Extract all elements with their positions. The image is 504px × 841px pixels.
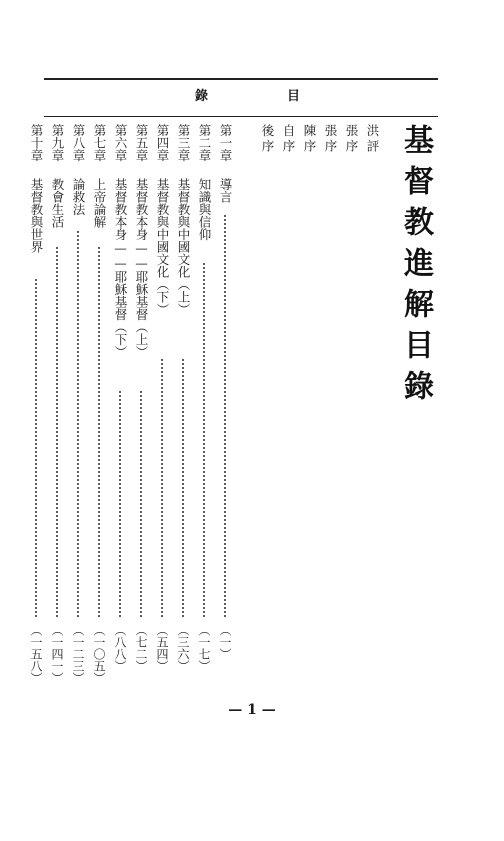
chapter-label: 第九章 — [50, 124, 65, 162]
leader-dots — [70, 230, 86, 618]
leader-dots — [196, 262, 212, 618]
toc-chapter[interactable] — [49, 124, 65, 704]
toc-chapter[interactable] — [28, 124, 44, 704]
front-matter-label: 陳序 — [302, 124, 317, 155]
page-number: — 1 — — [228, 702, 276, 718]
chapter-page: （三六） — [176, 624, 190, 672]
toc-chapter[interactable] — [175, 124, 191, 704]
leader-dots — [175, 358, 191, 618]
toc-chapter[interactable] — [217, 124, 233, 704]
front-matter-label: 洪評 — [365, 124, 380, 155]
leader-dots — [133, 390, 149, 618]
chapter-page: （一〇五） — [92, 624, 106, 684]
leader-dots — [154, 358, 170, 618]
front-matter-label: 張序 — [323, 124, 338, 155]
header-char-lu: 錄 — [195, 89, 209, 104]
chapter-title: 上帝論解 — [92, 178, 107, 228]
leader-dots — [91, 246, 107, 618]
chapter-page: （一五八） — [29, 624, 43, 684]
front-matter-item[interactable] — [301, 124, 317, 159]
front-matter-item[interactable] — [364, 124, 380, 159]
toc-chapter[interactable] — [133, 124, 149, 704]
chapter-label: 第三章 — [176, 124, 191, 162]
front-matter-label: 張序 — [344, 124, 359, 155]
chapter-label: 第十章 — [29, 124, 44, 162]
chapter-page: （一二三） — [71, 624, 85, 684]
chapter-page: （五四） — [155, 624, 169, 672]
chapter-page: （八八） — [113, 624, 127, 672]
leader-dots — [217, 214, 233, 618]
toc-chapter[interactable] — [70, 124, 86, 704]
front-matter-item[interactable] — [259, 124, 275, 159]
toc-chapter[interactable] — [91, 124, 107, 704]
leader-dots — [49, 246, 65, 618]
book-title: 基督教進解目錄 — [398, 124, 433, 411]
chapter-page: （一四一） — [50, 624, 64, 684]
leader-dots — [112, 390, 128, 618]
chapter-label: 第七章 — [92, 124, 107, 162]
header-char-mu: 目 — [287, 89, 301, 104]
leader-dots — [28, 278, 44, 618]
chapter-page: （七二） — [134, 624, 148, 672]
chapter-title: 知識與信仰 — [197, 178, 212, 241]
front-matter-item[interactable] — [343, 124, 359, 159]
toc-chapter[interactable] — [154, 124, 170, 704]
page-header — [44, 78, 438, 117]
chapter-title: 導言 — [218, 178, 233, 203]
chapter-label: 第二章 — [197, 124, 212, 162]
front-matter-item[interactable] — [280, 124, 296, 159]
chapter-label: 第八章 — [71, 124, 86, 162]
chapter-label: 第五章 — [134, 124, 149, 162]
front-matter-label: 自序 — [281, 124, 296, 155]
chapter-title: 教會生活 — [50, 178, 65, 228]
chapter-label: 第六章 — [113, 124, 128, 162]
chapter-title: 基督教與中國文化（下） — [155, 178, 170, 316]
chapter-page: （一七） — [197, 624, 211, 672]
chapter-title: 基督教本身——耶穌基督（下） — [113, 178, 128, 358]
chapter-title: 基督教與世界 — [29, 178, 44, 253]
chapter-title: 基督教與中國文化（上） — [176, 178, 191, 316]
toc-chapter[interactable] — [112, 124, 128, 704]
chapter-title: 基督教本身——耶穌基督（上） — [134, 178, 149, 358]
chapter-title: 論救法 — [71, 178, 86, 216]
chapter-label: 第四章 — [155, 124, 170, 162]
chapter-page: （一） — [218, 624, 232, 660]
front-matter-item[interactable] — [322, 124, 338, 159]
front-matter-label: 後序 — [260, 124, 275, 155]
chapter-label: 第一章 — [218, 124, 233, 162]
toc-chapter[interactable] — [196, 124, 212, 704]
